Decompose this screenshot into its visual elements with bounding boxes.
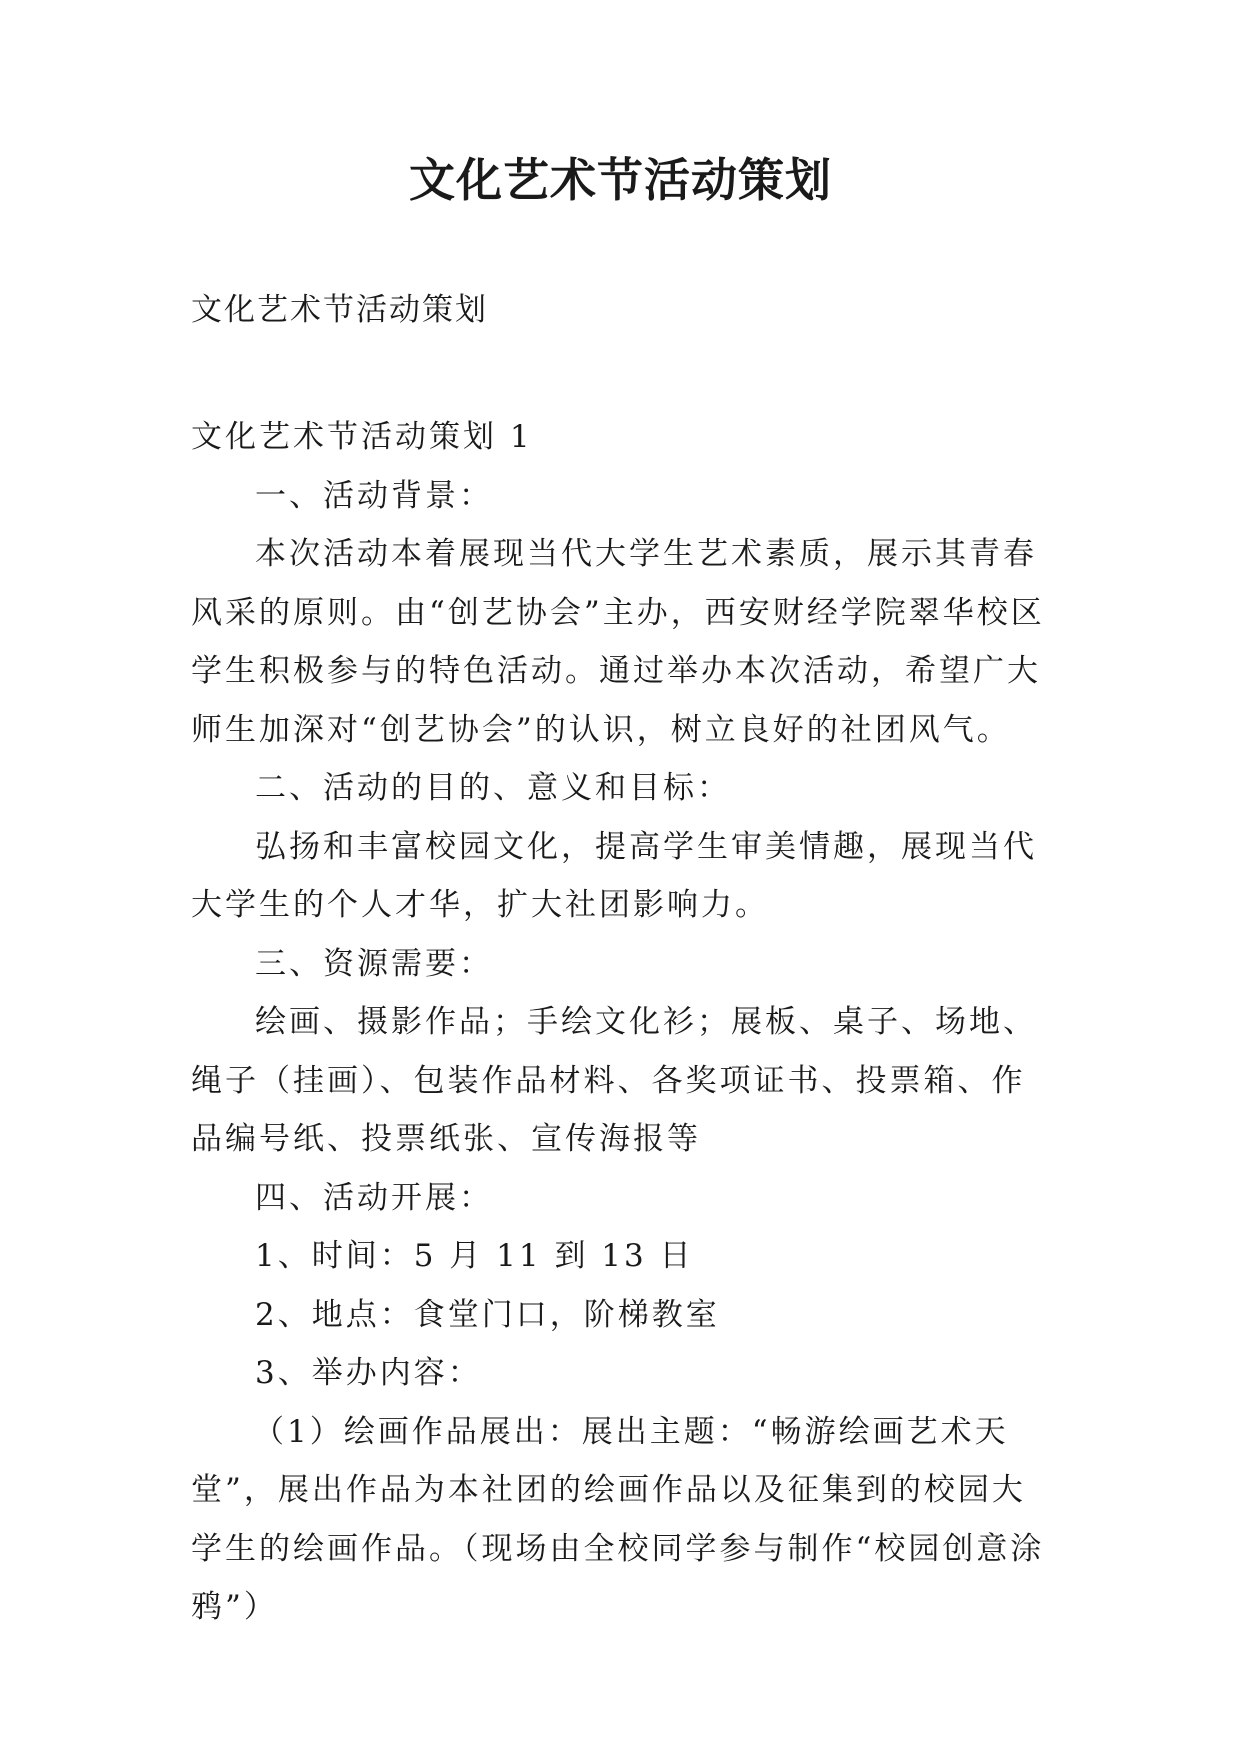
- section-heading: 文化艺术节活动策划 1: [191, 419, 533, 455]
- document-body: [191, 408, 1051, 1637]
- heading-background: 一、活动背景：: [255, 477, 493, 514]
- paragraph-purpose: 弘扬和丰富校园文化，提高学生审美情趣，展现当代大学生的个人才华，扩大社团影响力。: [191, 828, 1037, 923]
- document-subtitle: 文化艺术节活动策划: [191, 292, 488, 328]
- item-content: 3、举办内容：: [255, 1355, 482, 1391]
- document-title: 文化艺术节活动策划: [409, 153, 832, 207]
- heading-activities: 四、活动开展：: [255, 1179, 493, 1216]
- heading-purpose: 二、活动的目的、意义和目标：: [255, 770, 731, 806]
- heading-resources: 三、资源需要：: [255, 945, 493, 982]
- paragraph-background: 本次活动本着展现当代大学生艺术素质，展示其青春风采的原则。由“创艺协会”主办，西安财经学院翠华校区学生积极参与的特色活动。通过举办本次活动，希望广大师生加深对“创艺协会”的认识，树立良好的社团风气。: [191, 536, 1045, 748]
- item-location: 2、地点：食堂门口，阶梯教室: [255, 1296, 720, 1333]
- item-time: 1、时间：5 月 11 到 13 日: [255, 1238, 694, 1274]
- paragraph-painting-exhibition: （1）绘画作品展出：展出主题：“畅游绘画艺术天堂”，展出作品为本社团的绘画作品以及征集到的校园大学生的绘画作品。（现场由全校同学参与制作“校园创意涂鸦”）: [191, 1413, 1045, 1625]
- paragraph-resources: 绘画、摄影作品；手绘文化衫；展板、桌子、场地、绳子（挂画）、包装作品材料、各奖项证书、投票箱、作品编号纸、投票纸张、宣传海报等: [191, 1004, 1037, 1157]
